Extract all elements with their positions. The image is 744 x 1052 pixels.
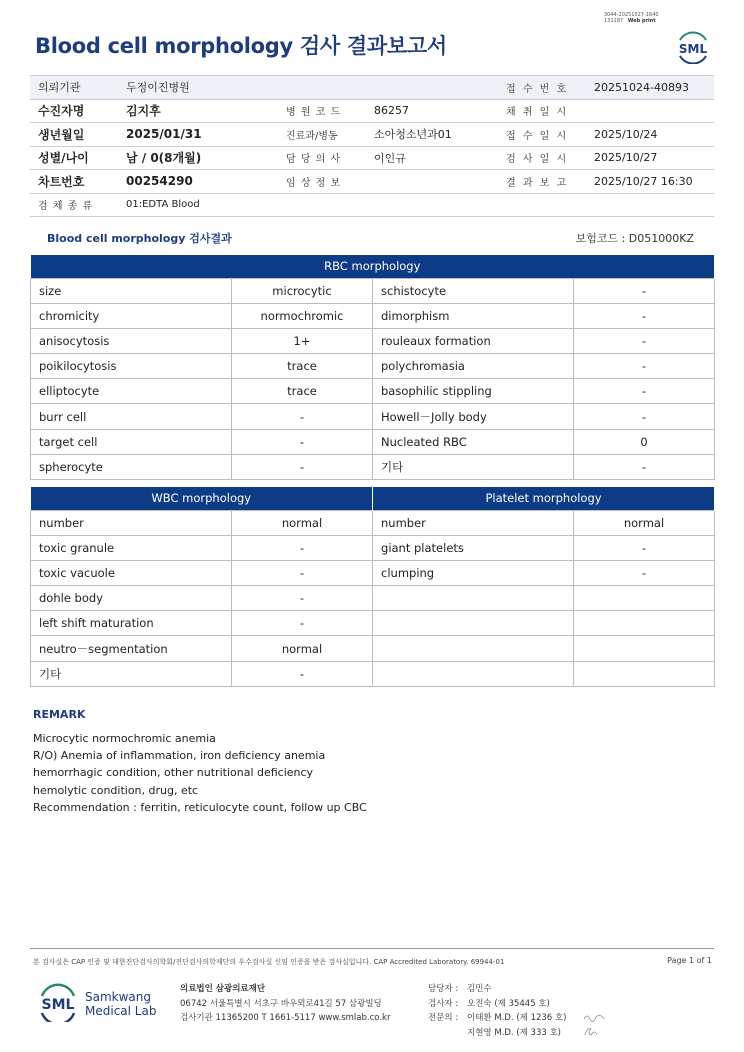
value-receipt-date: 2025/10/24 [586, 123, 714, 147]
label-patient-name: 수진자명 [30, 99, 118, 123]
test-name: clumping [373, 560, 574, 585]
test-name: dohle body [31, 586, 232, 611]
svg-text:SML: SML [41, 997, 75, 1013]
test-result: - [574, 454, 715, 479]
test-result [574, 636, 715, 661]
test-name: schistocyte [373, 278, 574, 303]
test-name: size [31, 278, 232, 303]
value-accession-no: 20251024-40893 [586, 76, 714, 100]
test-result [574, 611, 715, 636]
rbc-row [31, 454, 715, 479]
value-patient-name: 김지후 [118, 99, 278, 123]
wbc-platelet-table [30, 487, 715, 687]
test-name: 기타 [31, 661, 232, 686]
label-sex-age: 성별/나이 [30, 146, 118, 170]
signature-2 [582, 1026, 602, 1038]
company-name: Samkwang Medical Lab [85, 990, 157, 1018]
wbc-table-header: WBC morphology [31, 487, 373, 510]
test-name [373, 611, 574, 636]
lab-info: 의료법인 삼광의료재단 06742 서울특별시 서초구 바우뫼로41길 57 삼광빌딩 검사기관 11365200 T 1661-5117 www.smlab.co.kr [180, 984, 391, 1023]
label-specimen: 검 체 종 류 [30, 193, 118, 217]
test-result: normal [574, 510, 715, 535]
label-physician: 담 당 의 사 [278, 146, 366, 170]
wbc-platelet-row [31, 586, 715, 611]
value-department: 소아청소년과01 [366, 123, 498, 147]
test-result: - [574, 328, 715, 353]
test-result: - [574, 278, 715, 303]
rbc-row [31, 303, 715, 328]
wbc-platelet-row [31, 661, 715, 686]
value-requesting-org: 두정이진병원 [118, 76, 278, 100]
patient-info-table [30, 75, 714, 217]
rbc-row [31, 278, 715, 303]
signature-1 [582, 1011, 610, 1023]
test-name: neutro－segmentation [31, 636, 232, 661]
test-result: normal [232, 636, 373, 661]
test-name: number [373, 510, 574, 535]
label-chart-no: 차트번호 [30, 170, 118, 194]
insurance-code: 보험코드 : D051000KZ [575, 232, 694, 245]
test-name: basophilic stippling [373, 379, 574, 404]
wbc-platelet-row [31, 560, 715, 585]
test-name: poikilocytosis [31, 354, 232, 379]
rbc-row [31, 429, 715, 454]
test-name: burr cell [31, 404, 232, 429]
label-department: 진료과/병동 [278, 123, 366, 147]
test-result: - [232, 429, 373, 454]
label-accession-no: 접 수 번 호 [498, 76, 586, 100]
report-title: Blood cell morphology 검사 결과보고서 [35, 34, 447, 58]
page-number: Page 1 of 1 [667, 956, 712, 965]
test-name [373, 661, 574, 686]
info-row [30, 123, 714, 147]
test-name: chromicity [31, 303, 232, 328]
value-collection-date [586, 99, 714, 123]
test-result: - [232, 661, 373, 686]
test-name: toxic vacuole [31, 560, 232, 585]
value-birthdate: 2025/01/31 [118, 123, 278, 147]
label-birthdate: 생년월일 [30, 123, 118, 147]
test-name: rouleaux formation [373, 328, 574, 353]
value-physician: 이인규 [366, 146, 498, 170]
test-name [373, 586, 574, 611]
wbc-platelet-row [31, 611, 715, 636]
rbc-row [31, 328, 715, 353]
certification-note: 본 검사실은 CAP 인증 및 대한진단검사의학회/진단검사의학재단의 우수검사실 신임 인증을 받은 검사실입니다. CAP Accredited Laboratory. 69944-01 [33, 958, 505, 966]
sml-logo [674, 28, 712, 64]
wbc-platelet-row [31, 636, 715, 661]
remark-line: hemolytic condition, drug, etc [33, 783, 199, 797]
test-name: giant platelets [373, 535, 574, 560]
test-name: left shift maturation [31, 611, 232, 636]
test-result: normochromic [232, 303, 373, 328]
rbc-morphology-table [30, 255, 715, 480]
test-result: 0 [574, 429, 715, 454]
test-result: microcytic [232, 278, 373, 303]
remark-line: hemorrhagic condition, other nutritional deficiency [33, 766, 314, 780]
test-name [373, 636, 574, 661]
test-result: - [232, 586, 373, 611]
test-result: trace [232, 354, 373, 379]
test-name: polychromasia [373, 354, 574, 379]
rbc-row [31, 404, 715, 429]
rbc-row [31, 354, 715, 379]
test-name: spherocyte [31, 454, 232, 479]
info-row [30, 146, 714, 170]
label-requesting-org: 의뢰기관 [30, 76, 118, 100]
test-name: toxic granule [31, 535, 232, 560]
test-result [574, 661, 715, 686]
value-specimen: 01:EDTA Blood [118, 193, 278, 217]
remark-line: Recommendation : ferritin, reticulocyte count, follow up CBC [33, 800, 367, 814]
value-hospital-code: 86257 [366, 99, 498, 123]
results-section-title: Blood cell morphology 검사결과 [47, 232, 232, 245]
value-report-date: 2025/10/27 16:30 [586, 170, 714, 194]
test-result: - [232, 535, 373, 560]
info-row [30, 193, 714, 217]
print-id: 3044-20251027-1640 131187 Web print [604, 12, 659, 24]
info-row [30, 170, 714, 194]
test-result: - [232, 611, 373, 636]
test-result: trace [232, 379, 373, 404]
staff-list: 담당자 : 김민수 검사자 : 오진숙 (제 35445 호) 전문의 : 이태환 M.D. (제 1236 호) 지현영 M.D. (제 333 호) [428, 984, 567, 1038]
remark-title: REMARK [33, 708, 86, 721]
svg-text:SML: SML [678, 42, 708, 56]
label-receipt-date: 접 수 일 시 [498, 123, 586, 147]
label-report-date: 결 과 보 고 [498, 170, 586, 194]
wbc-platelet-row [31, 510, 715, 535]
remark-line: R/O) Anemia of inflammation, iron deficiency anemia [33, 749, 326, 763]
rbc-table-header: RBC morphology [31, 255, 715, 278]
test-result: 1+ [232, 328, 373, 353]
label-test-date: 검 사 일 시 [498, 146, 586, 170]
test-result: - [574, 379, 715, 404]
info-row [30, 99, 714, 123]
wbc-platelet-row [31, 535, 715, 560]
test-result: - [232, 404, 373, 429]
info-row [30, 76, 714, 100]
test-name: target cell [31, 429, 232, 454]
test-name: Howell－Jolly body [373, 404, 574, 429]
footer-divider [30, 948, 714, 949]
test-result: normal [232, 510, 373, 535]
test-name: elliptocyte [31, 379, 232, 404]
test-result [574, 586, 715, 611]
rbc-row [31, 379, 715, 404]
label-hospital-code: 병 원 코 드 [278, 99, 366, 123]
test-result: - [232, 560, 373, 585]
value-clinical-info [366, 170, 498, 194]
sml-logo-footer [36, 982, 80, 1022]
value-chart-no: 00254290 [118, 170, 278, 194]
label-collection-date: 채 취 일 시 [498, 99, 586, 123]
test-name: number [31, 510, 232, 535]
test-result: - [232, 454, 373, 479]
test-name: anisocytosis [31, 328, 232, 353]
label-clinical-info: 임 상 정 보 [278, 170, 366, 194]
test-name: 기타 [373, 454, 574, 479]
remark-line: Microcytic normochromic anemia [33, 732, 216, 745]
test-result: - [574, 303, 715, 328]
platelet-table-header: Platelet morphology [373, 487, 715, 510]
test-result: - [574, 560, 715, 585]
value-test-date: 2025/10/27 [586, 146, 714, 170]
test-name: dimorphism [373, 303, 574, 328]
test-name: Nucleated RBC [373, 429, 574, 454]
remark-text [33, 730, 367, 816]
test-result: - [574, 535, 715, 560]
test-result: - [574, 404, 715, 429]
test-result: - [574, 354, 715, 379]
value-sex-age: 남 / 0(8개월) [118, 146, 278, 170]
